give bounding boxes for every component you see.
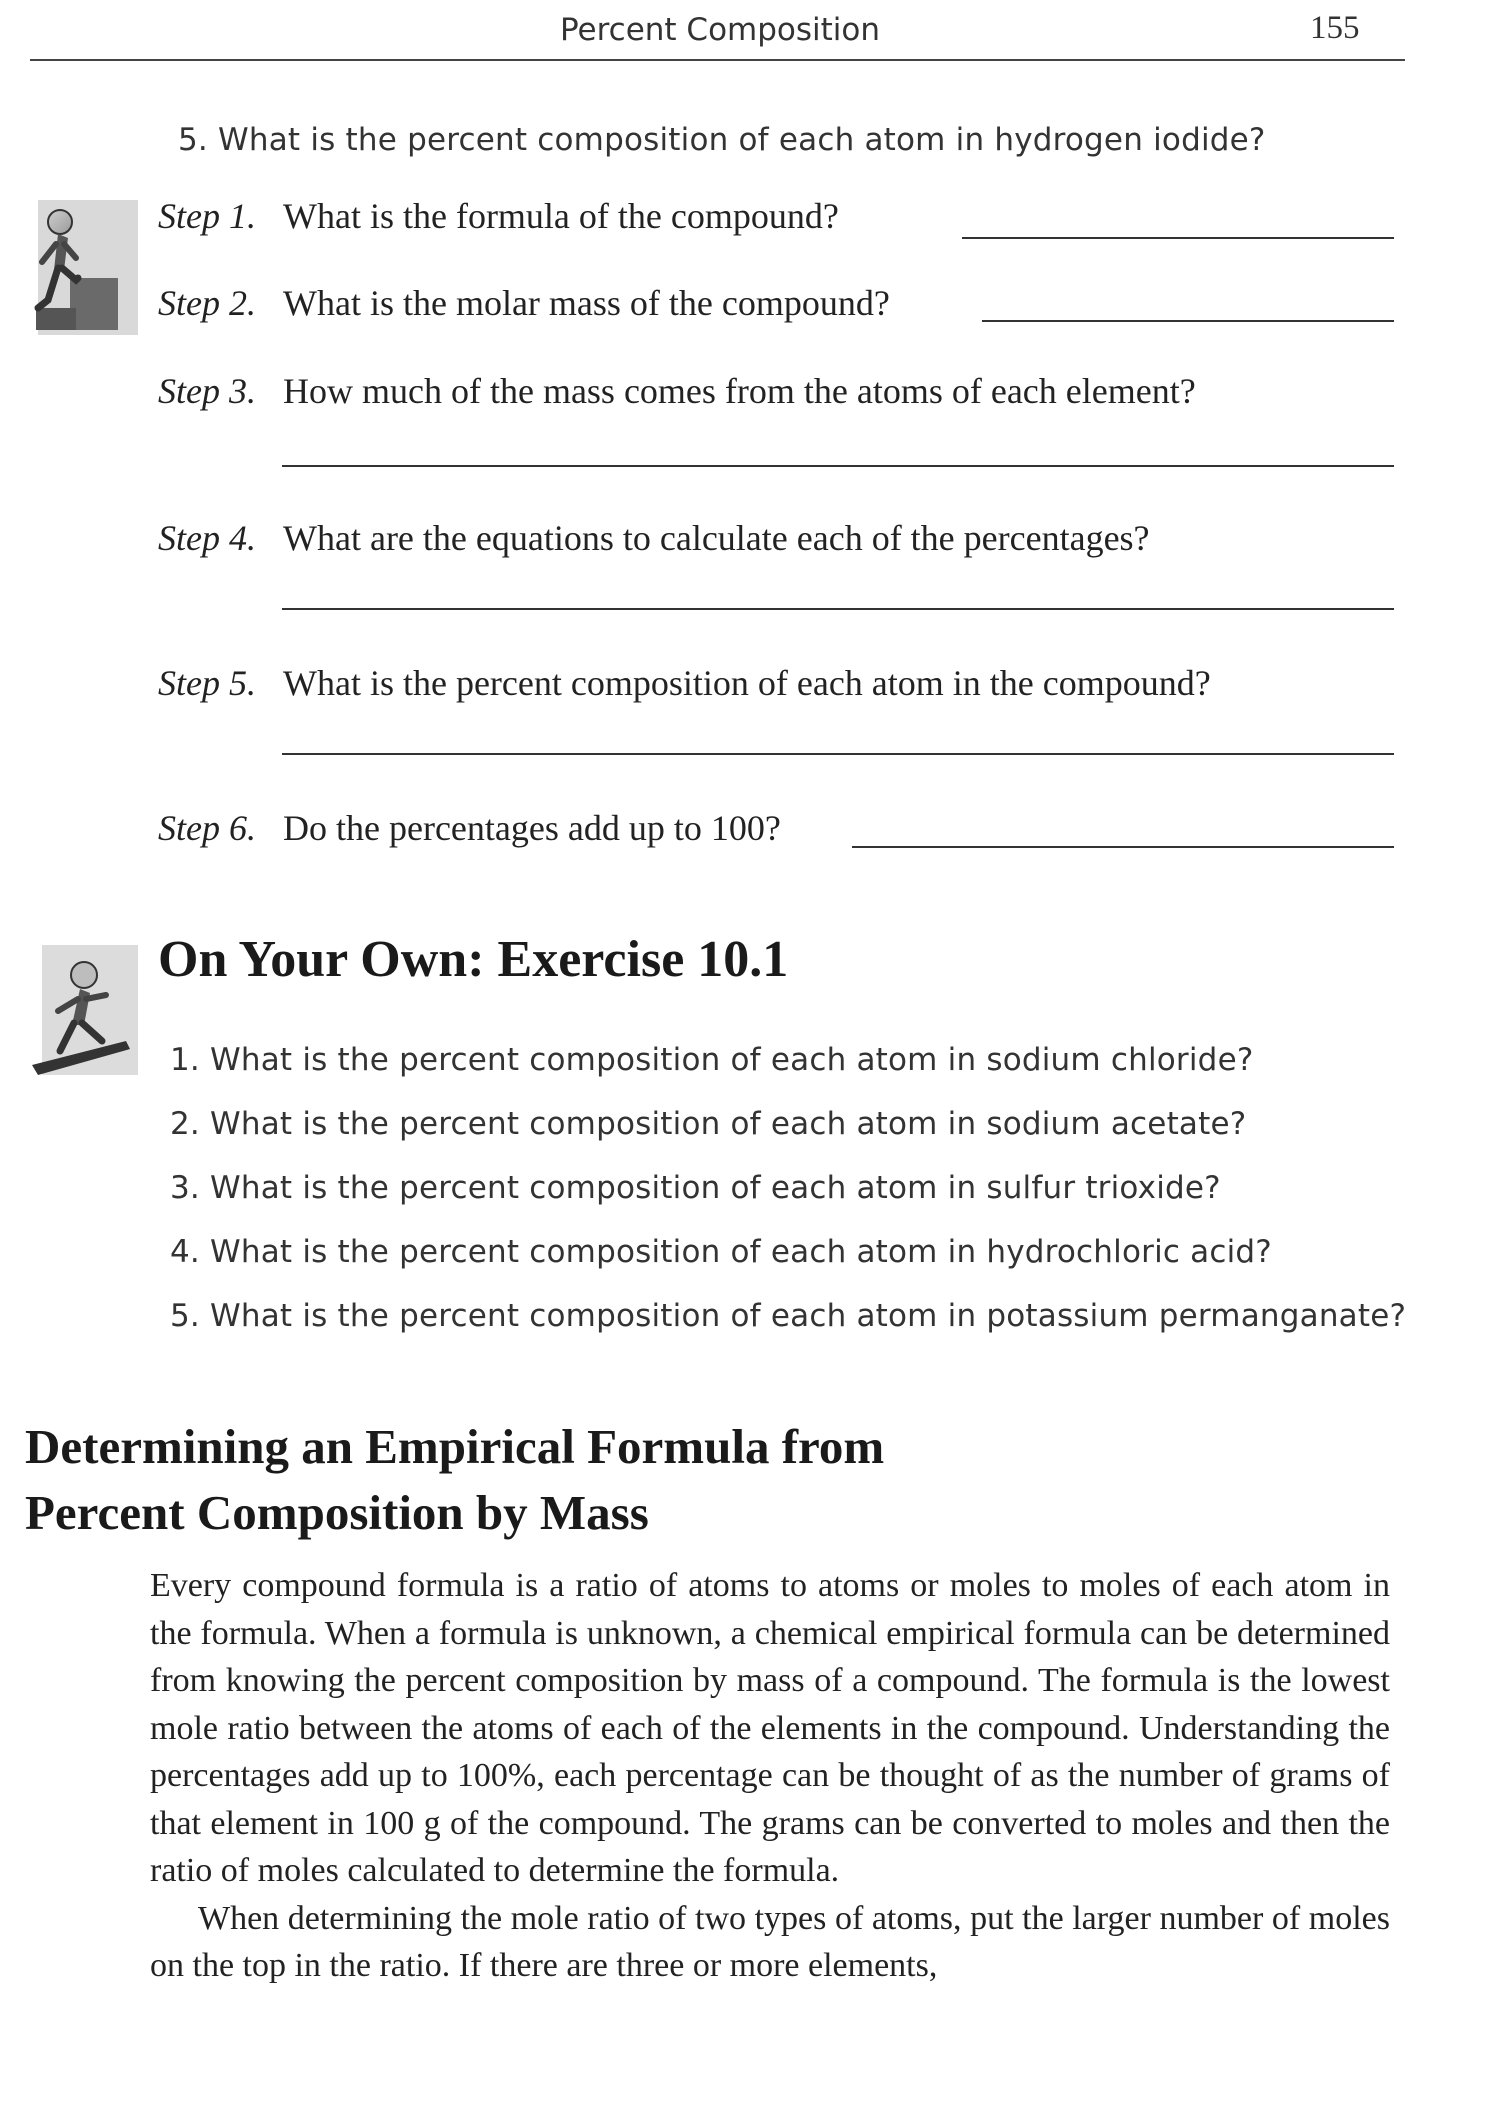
answer-blank-step-2[interactable]: [982, 320, 1394, 322]
step-3: [158, 370, 1196, 412]
answer-blank-step-4[interactable]: [282, 608, 1394, 610]
section-body: [150, 1562, 1390, 1990]
answer-blank-step-3[interactable]: [282, 465, 1394, 467]
step-2: [158, 282, 890, 324]
exercise-heading: On Your Own: Exercise 10.1: [158, 931, 789, 988]
step-6: [158, 807, 781, 849]
step-label: Step 1.: [158, 196, 256, 236]
step-text: Do the percentages add up to 100?: [283, 808, 781, 848]
step-text: What is the percent composition of each atom in the compound?: [283, 663, 1211, 703]
exercise-item: 2. What is the percent composition of each atom in sodium acetate?: [170, 1106, 1247, 1142]
step-label: Step 6.: [158, 808, 256, 848]
step-text: What is the molar mass of the compound?: [283, 283, 890, 323]
exercise-item: 4. What is the percent composition of each atom in hydrochloric acid?: [170, 1234, 1272, 1270]
answer-blank-step-6[interactable]: [852, 846, 1394, 848]
exercise-item: 1. What is the percent composition of each atom in sodium chloride?: [170, 1042, 1254, 1078]
runner-on-board-icon: [22, 945, 140, 1085]
exercise-item: 3. What is the percent composition of each atom in sulfur trioxide?: [170, 1170, 1221, 1206]
paragraph-2: When determining the mole ratio of two types of atoms, put the larger number of moles on the top in the ratio. If there are three or more elements,: [150, 1899, 1390, 1984]
step-text: How much of the mass comes from the atoms of each element?: [283, 371, 1196, 411]
page-number: 155: [1310, 10, 1360, 46]
paragraph-1: Every compound formula is a ratio of atoms to atoms or moles to moles of each atom in the formula. When a formula is unknown, a chemical empirical formula can be determined from knowing the percent composition by mass of a compound. The formula is the lowest mole ratio between the atoms of each of the elements in the compound. Understanding the percentages add up to 100%, each percentage can be thought of as the number of grams of that element in 100 g of the compound. The grams can be converted to moles and then the ratio of moles calculated to determine the formula.: [150, 1567, 1390, 1889]
step-label: Step 2.: [158, 283, 256, 323]
step-text: What are the equations to calculate each of the percentages?: [283, 518, 1150, 558]
section-heading-line-1: Determining an Empirical Formula from: [25, 1419, 885, 1474]
step-4: [158, 517, 1150, 559]
step-text: What is the formula of the compound?: [283, 196, 839, 236]
header-rule: [30, 59, 1405, 61]
stair-climber-icon: [28, 200, 140, 340]
step-label: Step 4.: [158, 518, 256, 558]
practice-question: 5. What is the percent composition of each atom in hydrogen iodide?: [178, 122, 1266, 158]
exercise-item: 5. What is the percent composition of each atom in potassium permanganate?: [170, 1298, 1407, 1334]
step-5: [158, 662, 1211, 704]
answer-blank-step-5[interactable]: [282, 753, 1394, 755]
running-header-title: Percent Composition: [559, 12, 881, 48]
answer-blank-step-1[interactable]: [962, 237, 1394, 239]
step-label: Step 3.: [158, 371, 256, 411]
section-heading-line-2: Percent Composition by Mass: [25, 1485, 649, 1540]
step-1: [158, 195, 839, 237]
step-label: Step 5.: [158, 663, 256, 703]
